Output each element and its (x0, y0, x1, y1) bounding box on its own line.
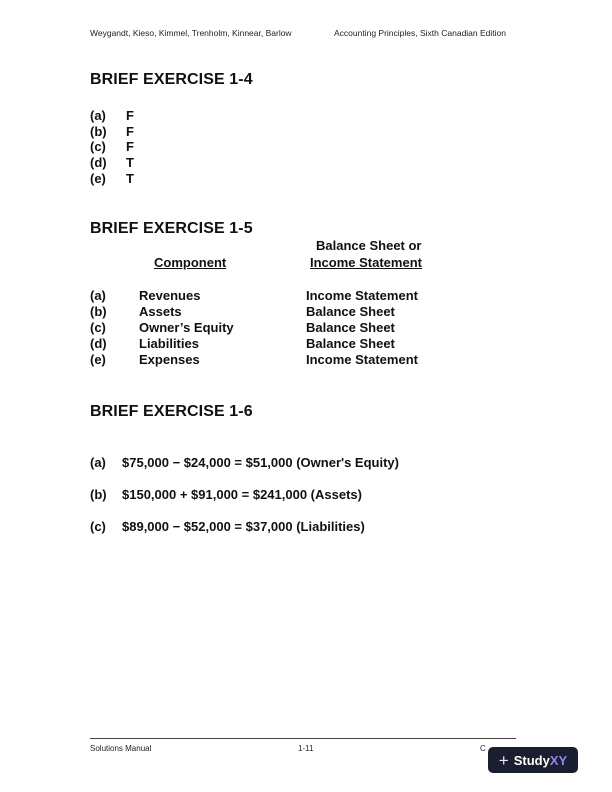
column-header-statement-line2: Income Statement (310, 255, 422, 270)
answer-row-b (90, 124, 134, 140)
row-statement: Balance Sheet (306, 320, 395, 335)
page-number: 1-11 (298, 744, 314, 753)
equation-row-a (90, 455, 399, 470)
answer-label: (c) (90, 139, 106, 155)
answer-value: F (126, 123, 134, 139)
equation-text: $150,000 + $91,000 = $241,000 (Assets) (122, 487, 362, 502)
answer-label: (d) (90, 155, 107, 171)
exercise-1-4-title: BRIEF EXERCISE 1-4 (90, 71, 253, 88)
equation-row-c (90, 519, 365, 534)
row-label: (c) (90, 320, 106, 335)
column-header-statement-line1: Balance Sheet or (316, 238, 422, 253)
row-component: Liabilities (139, 336, 199, 351)
exercise-1-6-title: BRIEF EXERCISE 1-6 (90, 403, 253, 420)
row-statement: Balance Sheet (306, 304, 395, 319)
footer-left: Solutions Manual (90, 744, 152, 753)
badge-brand-main: Study (513, 752, 550, 768)
answer-value: T (126, 170, 134, 186)
answer-label: (b) (90, 123, 107, 139)
equation-row-b (90, 487, 362, 502)
row-label: (e) (90, 352, 106, 367)
footer-right: C (480, 744, 486, 753)
row-label: (a) (90, 288, 106, 303)
answer-value: T (126, 155, 134, 171)
footer-divider (90, 738, 516, 739)
row-component: Owner’s Equity (139, 320, 234, 335)
header-book-title: Accounting Principles, Sixth Canadian Edition (334, 28, 506, 38)
row-label: (d) (90, 336, 107, 351)
row-statement: Balance Sheet (306, 336, 395, 351)
equation-label: (c) (90, 519, 106, 534)
answer-label: (e) (90, 170, 106, 186)
row-component: Assets (139, 304, 182, 319)
answer-value: F (126, 139, 134, 155)
answer-label: (a) (90, 108, 106, 123)
answer-row-a (90, 108, 134, 124)
answer-row-d (90, 155, 134, 171)
answer-row-e (90, 171, 134, 187)
row-component: Revenues (139, 288, 201, 303)
plus-icon: + (498, 750, 509, 770)
row-label: (b) (90, 304, 107, 319)
equation-label: (a) (90, 455, 106, 470)
equation-label: (b) (90, 487, 107, 502)
header-authors: Weygandt, Kieso, Kimmel, Trenholm, Kinnear, Barlow (90, 28, 292, 38)
badge-brand-accent: XY (549, 752, 568, 768)
exercise-1-4-answers (90, 108, 134, 187)
row-statement: Income Statement (306, 352, 418, 367)
equation-text: $89,000 − $52,000 = $37,000 (Liabilities) (122, 519, 365, 534)
answer-row-c (90, 139, 134, 155)
column-header-component: Component (154, 255, 227, 270)
answer-value: F (126, 108, 134, 123)
row-component: Expenses (139, 352, 200, 367)
row-statement: Income Statement (306, 288, 418, 303)
equation-text: $75,000 − $24,000 = $51,000 (Owner's Equity) (122, 455, 399, 470)
exercise-1-5-title: BRIEF EXERCISE 1-5 (90, 220, 253, 237)
studyxy-badge[interactable] (488, 747, 578, 773)
